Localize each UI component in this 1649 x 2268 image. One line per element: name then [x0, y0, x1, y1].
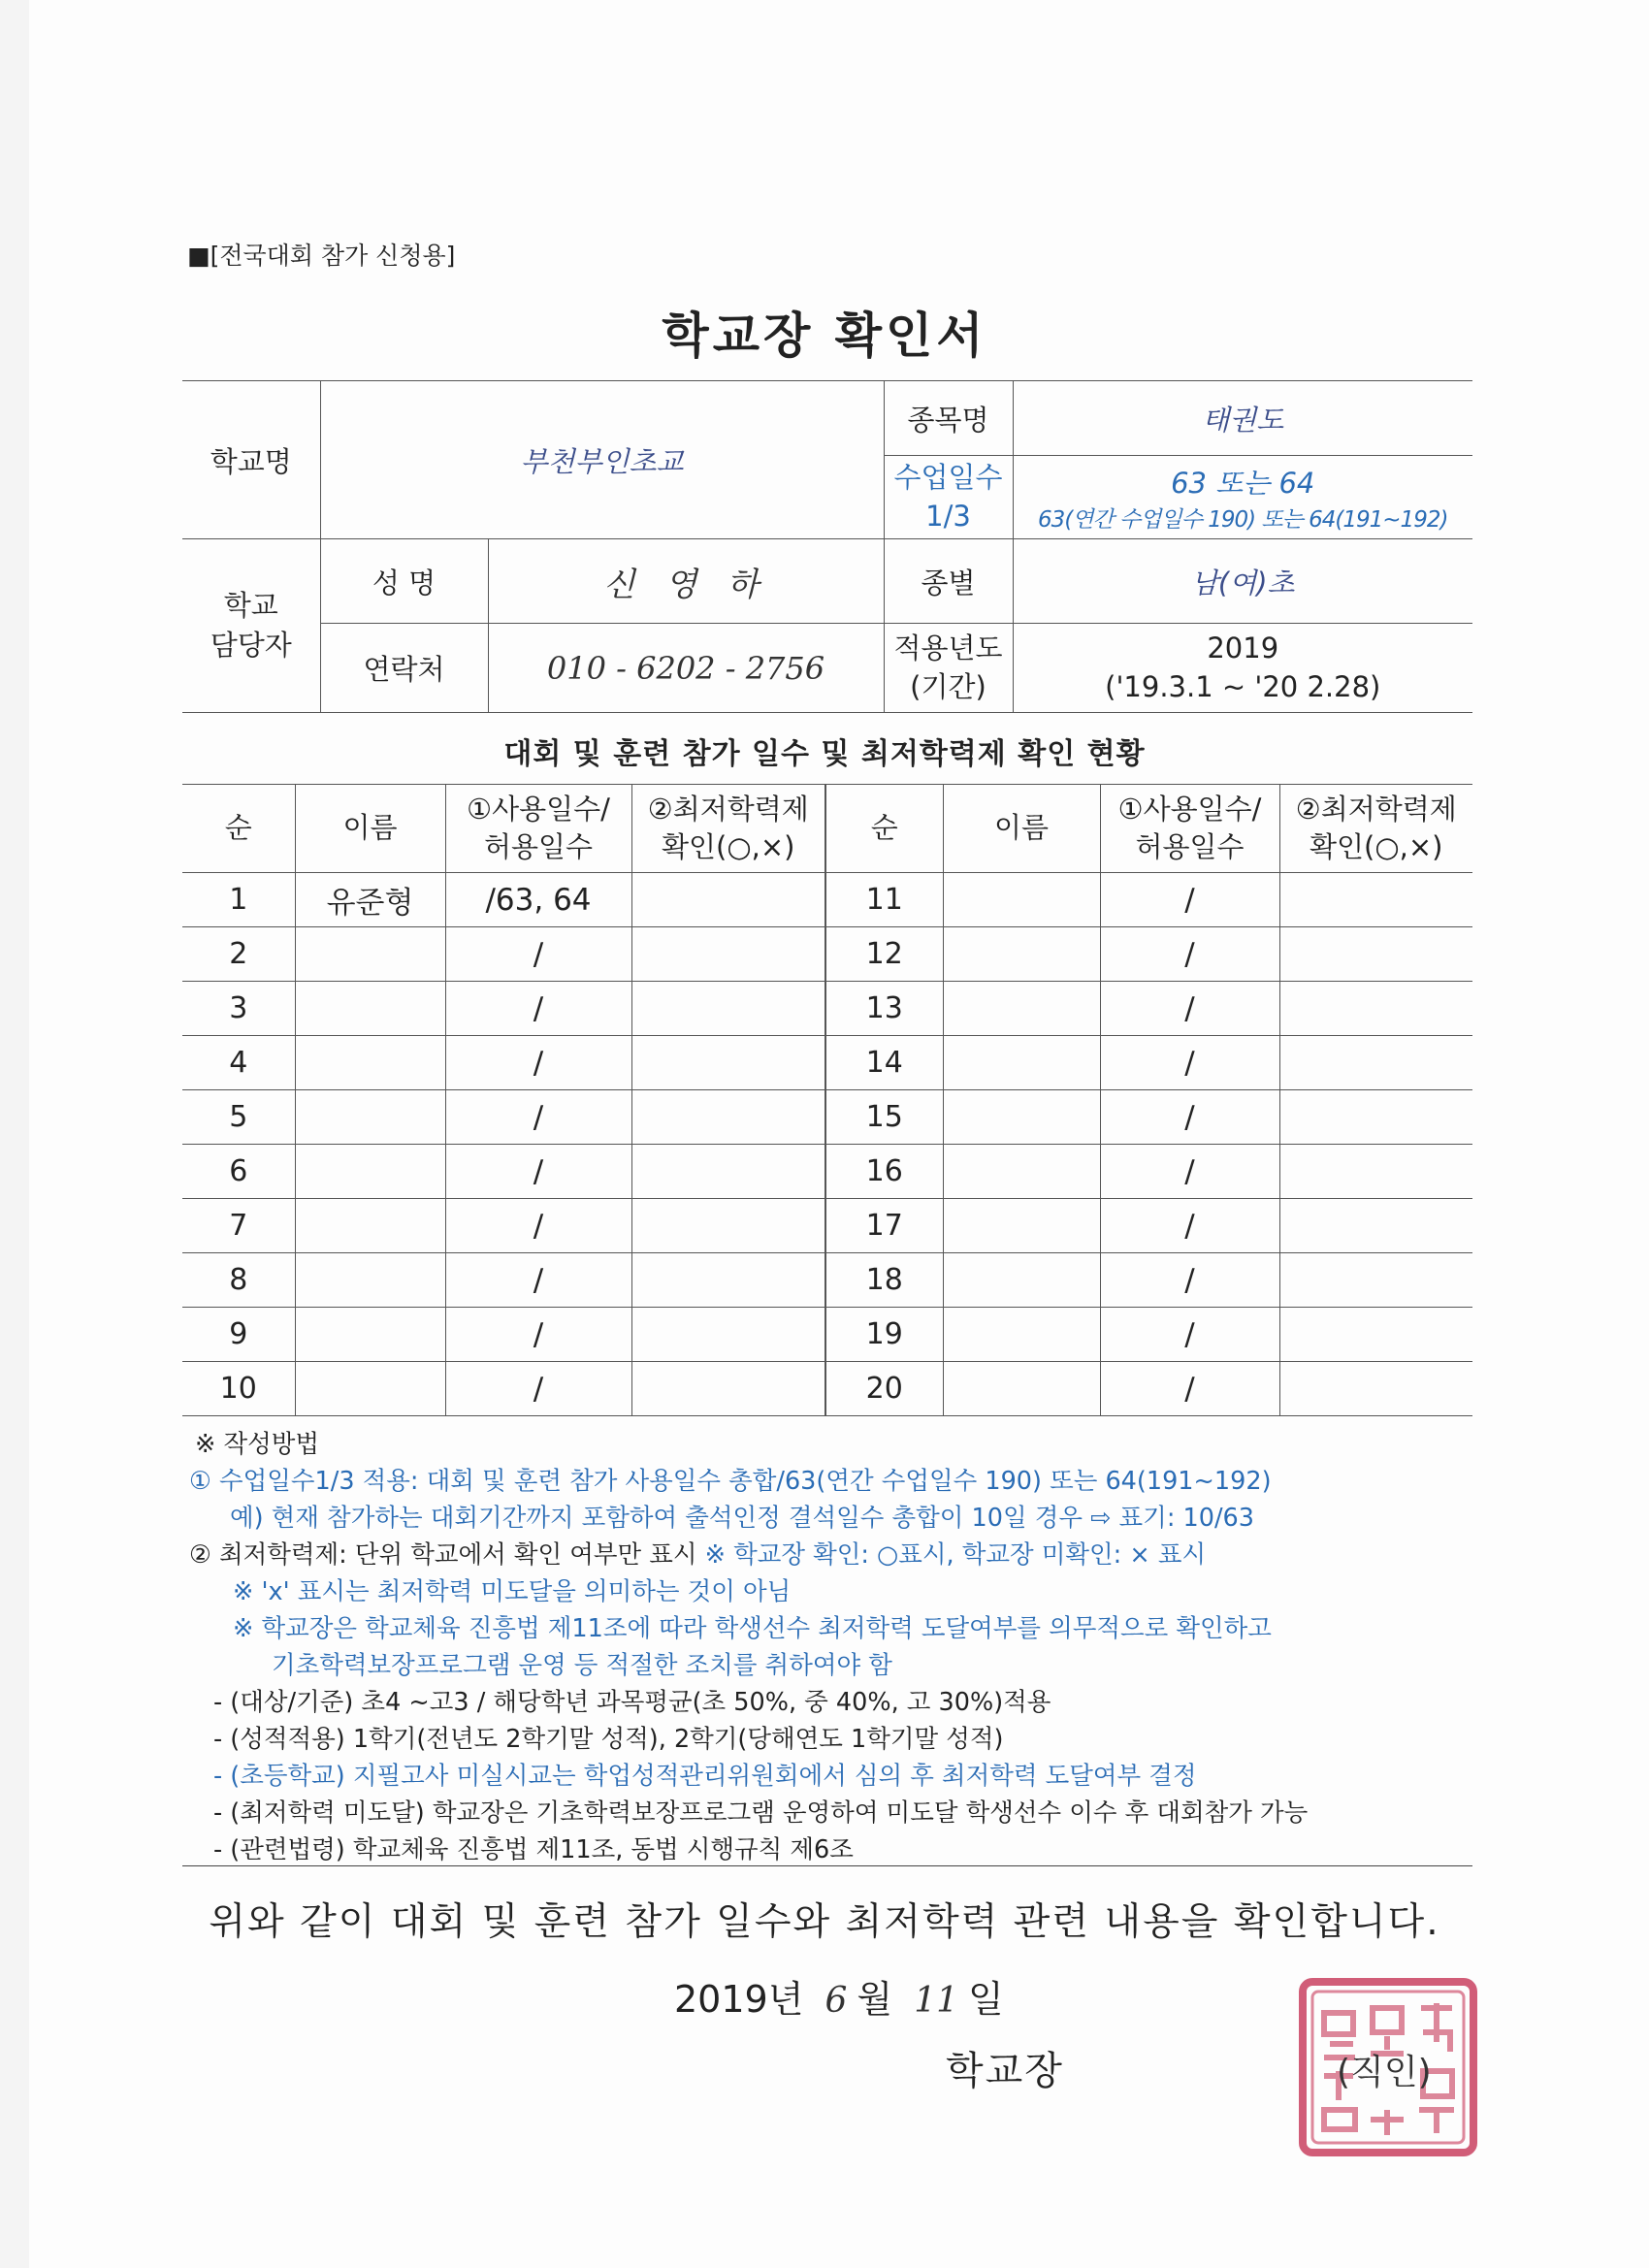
student-name-cell: [295, 1362, 445, 1416]
notes-heading: ※ 작성방법: [195, 1430, 320, 1459]
row-no-cell: 19: [825, 1308, 943, 1362]
academic-check-cell: [631, 873, 825, 927]
row-no-cell: 14: [825, 1036, 943, 1090]
academic-check-cell: [1279, 1199, 1472, 1253]
academic-check-cell: [1279, 927, 1472, 982]
note-principal-duty-cont: 기초학력보장프로그램 운영 등 적절한 조치를 취하여야 함: [272, 1651, 892, 1680]
used-days-cell: /: [445, 1090, 631, 1145]
student-name-cell: [943, 1199, 1100, 1253]
header-days: ①사용일수/ 허용일수: [445, 785, 631, 873]
class-days-label: 수업일수 1/3: [884, 456, 1013, 539]
confirmation-text: 위와 같이 대회 및 훈련 참가 일수와 최저학력 관련 내용을 확인합니다.: [209, 1900, 1440, 1944]
manager-label: 학교 담당자: [182, 539, 320, 713]
contact-label: 연락처: [320, 624, 488, 713]
used-days-cell: /: [1100, 1036, 1279, 1090]
table-row: [182, 1253, 1472, 1308]
academic-check-cell: [631, 1090, 825, 1145]
form-tag: ■[전국대회 참가 신청용]: [187, 242, 456, 270]
roster-title: 대회 및 훈련 참가 일수 및 최저학력제 확인 현황: [503, 737, 1146, 771]
academic-check-cell: [1279, 1036, 1472, 1090]
academic-check-cell: [1279, 1362, 1472, 1416]
row-no-cell: 6: [182, 1145, 295, 1199]
student-name-cell: [943, 873, 1100, 927]
note-not-reached: - (최저학력 미도달) 학교장은 기초학력보장프로그램 운영하여 미도달 학생선수 이수 후 대회참가 가능: [213, 1798, 1309, 1828]
student-name-cell: [295, 927, 445, 982]
student-name-cell: [943, 982, 1100, 1036]
principal-label: 학교장: [946, 2049, 1064, 2093]
student-name-cell: [943, 1308, 1100, 1362]
year-value: 2019 ('19.3.1 ~ '20 2.28): [1013, 624, 1472, 713]
row-no-cell: 17: [825, 1199, 943, 1253]
table-row: [182, 873, 1472, 927]
used-days-cell: /: [1100, 1308, 1279, 1362]
academic-check-cell: [631, 927, 825, 982]
used-days-cell: /: [1100, 1362, 1279, 1416]
student-name-cell: [295, 1253, 445, 1308]
roster-table: [182, 784, 1472, 1416]
used-days-cell: /: [1100, 982, 1279, 1036]
row-no-cell: 4: [182, 1036, 295, 1090]
header-check: ②최저학력제 확인(○,×): [631, 785, 825, 873]
academic-check-cell: [631, 1308, 825, 1362]
row-no-cell: 8: [182, 1253, 295, 1308]
table-row: [182, 1090, 1472, 1145]
header-name: 이름: [943, 785, 1100, 873]
header-no: 순: [182, 785, 295, 873]
instructions: [189, 1426, 1479, 1868]
used-days-cell: /: [445, 1145, 631, 1199]
row-no-cell: 5: [182, 1090, 295, 1145]
used-days-cell: /: [1100, 873, 1279, 927]
academic-check-cell: [1279, 1090, 1472, 1145]
header-name: 이름: [295, 785, 445, 873]
used-days-cell: /: [445, 982, 631, 1036]
contact-value: 010 - 6202 - 2756: [488, 624, 884, 713]
header-check: ②최저학력제 확인(○,×): [1279, 785, 1472, 873]
used-days-cell: /: [1100, 1253, 1279, 1308]
class-days-value: 63 또는 64 63(연간 수업일수 190) 또는 64(191~192): [1013, 456, 1472, 539]
note-grade-apply: - (성적적용) 1학기(전년도 2학기말 성적), 2학기(당해연도 1학기말 성적): [213, 1725, 1004, 1754]
row-no-cell: 7: [182, 1199, 295, 1253]
student-name-cell: [295, 982, 445, 1036]
academic-check-cell: [631, 1145, 825, 1199]
divider: [182, 1865, 1472, 1866]
row-no-cell: 1: [182, 873, 295, 927]
table-row: [182, 1362, 1472, 1416]
row-no-cell: 12: [825, 927, 943, 982]
name-label: 성 명: [320, 539, 488, 624]
academic-check-cell: [631, 1199, 825, 1253]
row-no-cell: 11: [825, 873, 943, 927]
used-days-cell: /: [445, 1253, 631, 1308]
academic-check-cell: [631, 1253, 825, 1308]
academic-check-cell: [1279, 1253, 1472, 1308]
student-name-cell: 유준형: [295, 873, 445, 927]
row-no-cell: 9: [182, 1308, 295, 1362]
academic-check-cell: [1279, 873, 1472, 927]
student-name-cell: [943, 1253, 1100, 1308]
used-days-cell: /: [445, 927, 631, 982]
note-target: - (대상/기준) 초4 ~고3 / 해당학년 과목평균(초 50%, 중 40%, 고 30%)적용: [213, 1688, 1051, 1717]
year-label: 적용년도 (기간): [884, 624, 1013, 713]
roster-header-row: [182, 785, 1472, 873]
student-name-cell: [943, 1145, 1100, 1199]
used-days-cell: /: [445, 1199, 631, 1253]
table-row: [182, 1199, 1472, 1253]
school-label: 학교명: [182, 381, 320, 539]
note-min-academic: ② 최저학력제: 단위 학교에서 확인 여부만 표시 ※ 학교장 확인: ○표시, 학교장 미확인: × 표시: [189, 1540, 1207, 1570]
info-table: [182, 380, 1472, 713]
gender-label: 종별: [884, 539, 1013, 624]
table-row: [182, 1036, 1472, 1090]
page-title: 학교장 확인서: [662, 308, 987, 364]
note-law: - (관련법령) 학교체육 진흥법 제11조, 동법 시행규칙 제6조: [213, 1835, 854, 1864]
note-x-meaning: ※ 'x' 표시는 최저학력 미도달을 의미하는 것이 아님: [233, 1577, 792, 1606]
sport-label: 종목명: [884, 381, 1013, 456]
academic-check-cell: [1279, 1308, 1472, 1362]
row-no-cell: 2: [182, 927, 295, 982]
academic-check-cell: [1279, 1145, 1472, 1199]
seal-label: (직인): [1337, 2053, 1432, 2092]
student-name-cell: [943, 1036, 1100, 1090]
used-days-cell: /: [1100, 927, 1279, 982]
used-days-cell: /: [445, 1308, 631, 1362]
table-row: [182, 982, 1472, 1036]
used-days-cell: /: [445, 1362, 631, 1416]
used-days-cell: /: [1100, 1199, 1279, 1253]
gender-value: 남(여)초: [1013, 539, 1472, 624]
row-no-cell: 3: [182, 982, 295, 1036]
note-class-days: ① 수업일수1/3 적용: 대회 및 훈련 참가 사용일수 총합/63(연간 수업일수 190) 또는 64(191~192): [189, 1467, 1272, 1496]
table-row: [182, 1145, 1472, 1199]
school-value: 부천부인초교: [320, 381, 884, 539]
student-name-cell: [295, 1308, 445, 1362]
row-no-cell: 20: [825, 1362, 943, 1416]
note-class-days-example: 예) 현재 참가하는 대회기간까지 포함하여 출석인정 결석일수 총합이 10일 경우 ⇨ 표기: 10/63: [230, 1504, 1254, 1533]
student-name-cell: [943, 1362, 1100, 1416]
student-name-cell: [295, 1090, 445, 1145]
row-no-cell: 10: [182, 1362, 295, 1416]
used-days-cell: /: [445, 1036, 631, 1090]
academic-check-cell: [631, 1362, 825, 1416]
note-principal-duty: ※ 학교장은 학교체육 진흥법 제11조에 따라 학생선수 최저학력 도달여부를 의무적으로 확인하고: [233, 1614, 1272, 1643]
row-no-cell: 18: [825, 1253, 943, 1308]
academic-check-cell: [631, 982, 825, 1036]
header-no: 순: [825, 785, 943, 873]
used-days-cell: /: [1100, 1090, 1279, 1145]
student-name-cell: [295, 1199, 445, 1253]
sign-date: 2019년 6 월 11 일: [674, 1978, 1004, 2021]
row-no-cell: 16: [825, 1145, 943, 1199]
header-days: ①사용일수/ 허용일수: [1100, 785, 1279, 873]
table-row: [182, 927, 1472, 982]
student-name-cell: [943, 1090, 1100, 1145]
row-no-cell: 13: [825, 982, 943, 1036]
name-value: 신 영 하: [488, 539, 884, 624]
used-days-cell: /63, 64: [445, 873, 631, 927]
student-name-cell: [295, 1145, 445, 1199]
student-name-cell: [943, 927, 1100, 982]
academic-check-cell: [631, 1036, 825, 1090]
table-row: [182, 1308, 1472, 1362]
row-no-cell: 15: [825, 1090, 943, 1145]
used-days-cell: /: [1100, 1145, 1279, 1199]
academic-check-cell: [1279, 982, 1472, 1036]
sport-value: 태권도: [1013, 381, 1472, 456]
student-name-cell: [295, 1036, 445, 1090]
note-elementary: - (초등학교) 지필고사 미실시교는 학업성적관리위원회에서 심의 후 최저학력 도달여부 결정: [213, 1762, 1197, 1791]
